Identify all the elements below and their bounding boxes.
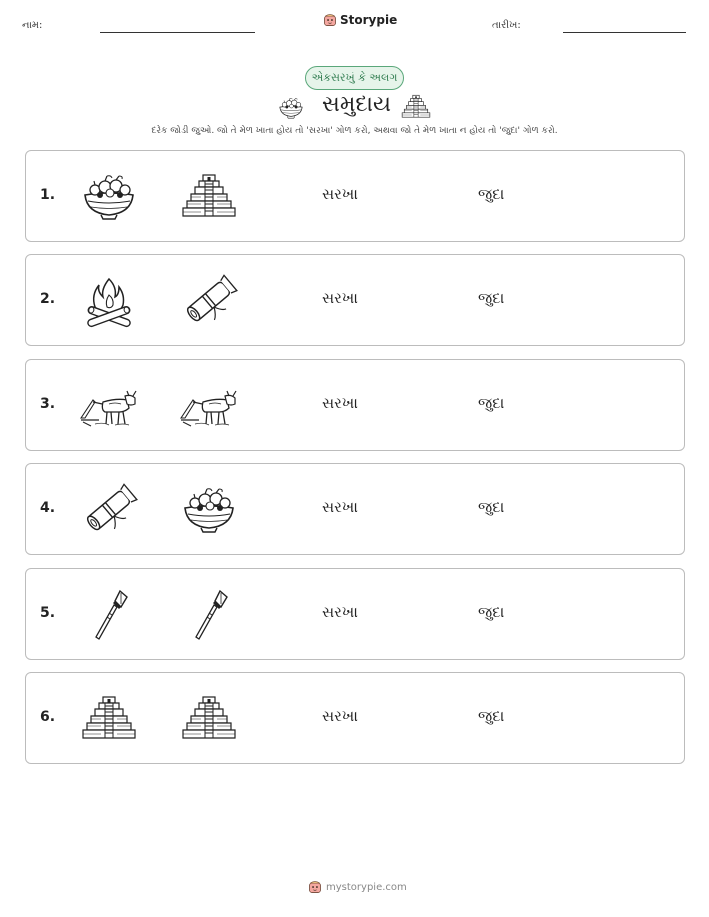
same-option[interactable]: સરખા bbox=[322, 602, 358, 621]
scroll-icon bbox=[179, 273, 239, 329]
footer bbox=[0, 880, 709, 900]
fruit-bowl-icon bbox=[79, 169, 139, 225]
question-number: 4. bbox=[40, 500, 56, 517]
footer-site: mystorypie.com bbox=[326, 881, 407, 893]
different-option[interactable]: જુદા bbox=[478, 185, 505, 203]
pyramid-icon bbox=[179, 691, 239, 747]
different-option[interactable]: જુદા bbox=[478, 393, 505, 412]
question-row bbox=[25, 672, 685, 764]
ox-plow-icon bbox=[179, 378, 239, 434]
question-number: 6. bbox=[40, 709, 56, 725]
pyramid-icon bbox=[400, 92, 432, 122]
same-option[interactable]: સરખા bbox=[322, 393, 358, 412]
ox-plow-icon bbox=[79, 378, 139, 434]
question-row bbox=[25, 568, 685, 660]
question-number: 2. bbox=[40, 291, 56, 308]
instructions: દરેક જોડી જુઓ. જો તે મેળ ખાતા હોય તો 'સરખા' ગોળ કરો, અથવા જો તે મેળ ખાતા ન હોય તો 'જુદા' ગોળ કરો. bbox=[151, 126, 558, 136]
fruit-bowl-icon bbox=[179, 482, 239, 538]
date-label: તારીખ: bbox=[492, 20, 521, 31]
different-option[interactable]: જુદા bbox=[478, 707, 505, 725]
question-row bbox=[25, 463, 685, 555]
date-line[interactable] bbox=[563, 32, 686, 33]
worksheet-header bbox=[0, 0, 709, 50]
storypie-logo-icon bbox=[323, 13, 337, 27]
pyramid-icon bbox=[179, 169, 239, 225]
different-option[interactable]: જુદા bbox=[478, 498, 505, 517]
brand-name: Storypie bbox=[340, 13, 398, 27]
page-title: સમુદાય bbox=[322, 92, 392, 117]
question-row bbox=[25, 359, 685, 451]
name-line[interactable] bbox=[100, 32, 255, 33]
spear-icon bbox=[179, 587, 239, 643]
storypie-logo-icon bbox=[308, 880, 322, 894]
scroll-icon bbox=[79, 482, 139, 538]
question-number: 3. bbox=[40, 395, 56, 412]
question-row bbox=[25, 254, 685, 346]
worksheet-type-badge: એકસરખું કે અલગ bbox=[305, 66, 404, 90]
different-option[interactable]: જુદા bbox=[478, 602, 505, 621]
question-row bbox=[25, 150, 685, 242]
question-number: 5. bbox=[40, 604, 56, 621]
same-option[interactable]: સરખા bbox=[322, 185, 358, 203]
same-option[interactable]: સરખા bbox=[322, 707, 358, 725]
name-label: નામ: bbox=[22, 20, 43, 31]
brand-logo bbox=[323, 13, 397, 27]
same-option[interactable]: સરખા bbox=[322, 498, 358, 517]
question-number: 1. bbox=[40, 187, 56, 203]
footer-brand bbox=[308, 880, 407, 894]
title-row bbox=[0, 92, 709, 122]
campfire-icon bbox=[79, 273, 139, 329]
fruit-bowl-icon bbox=[277, 95, 305, 121]
same-option[interactable]: સરખા bbox=[322, 289, 358, 308]
spear-icon bbox=[79, 587, 139, 643]
pyramid-icon bbox=[79, 691, 139, 747]
different-option[interactable]: જુદા bbox=[478, 289, 505, 308]
